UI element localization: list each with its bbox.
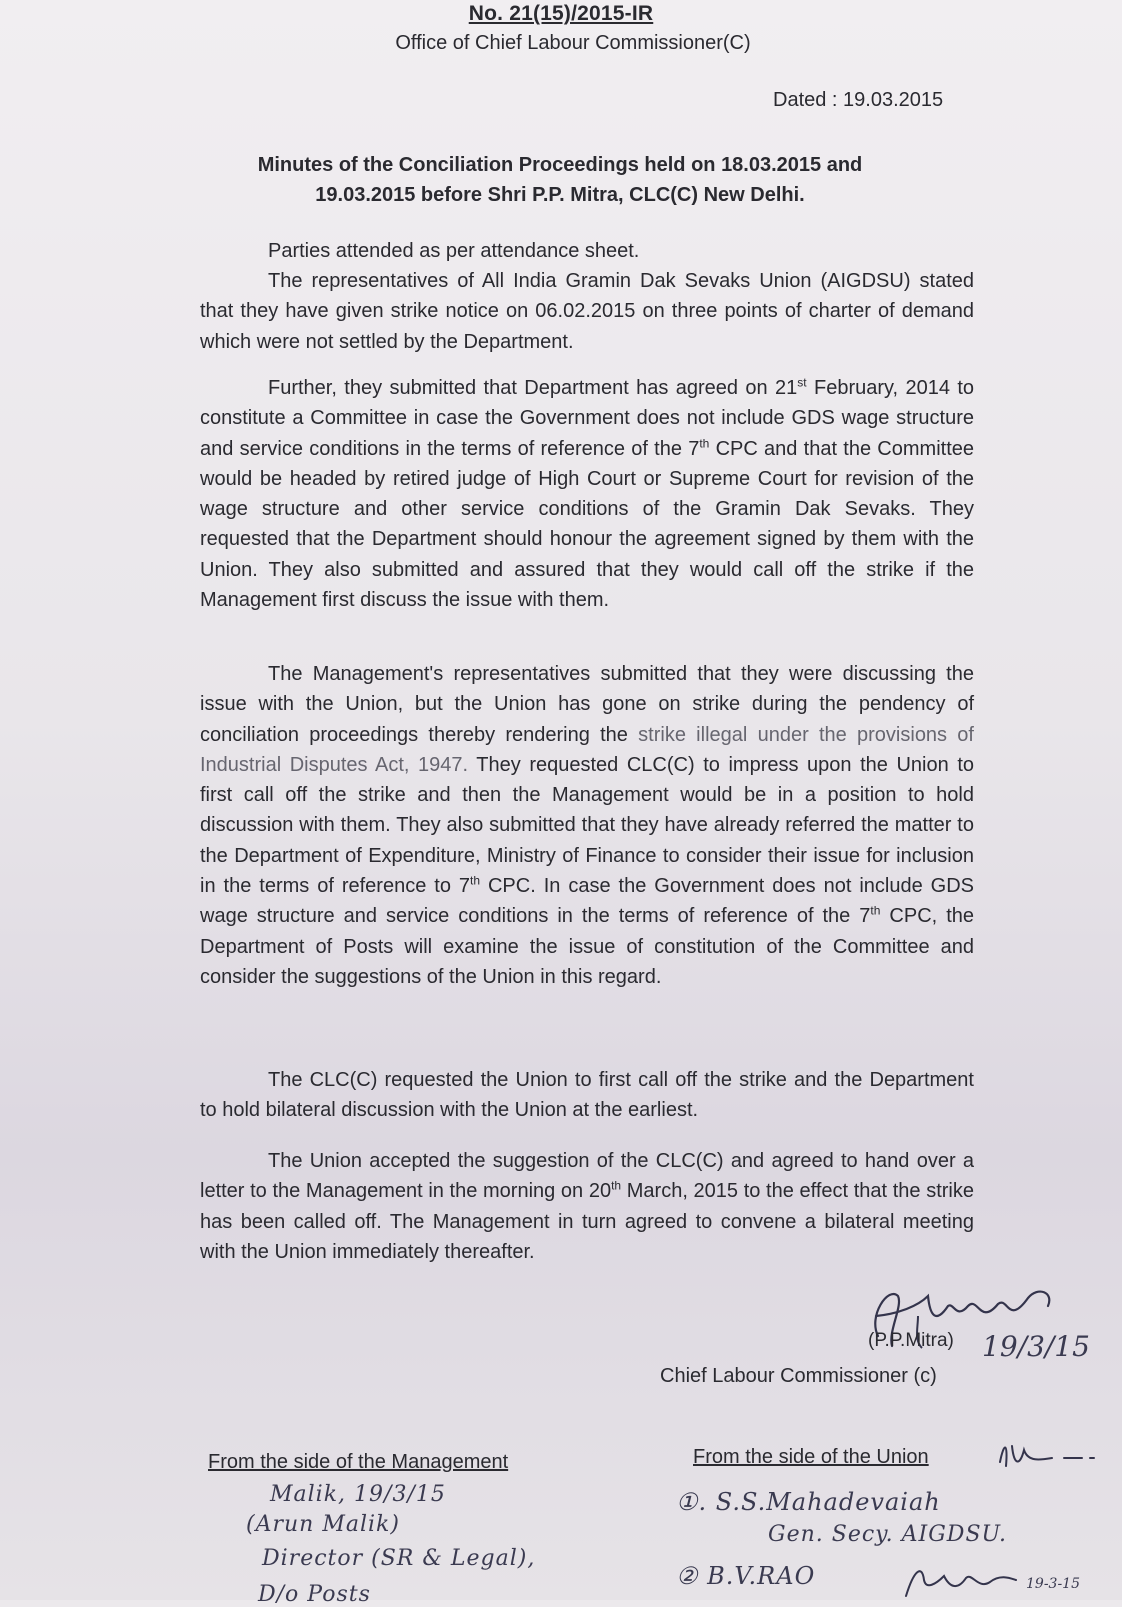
union-side-heading: From the side of the Union [693,1446,929,1468]
management-name: (Arun Malik) [246,1512,400,1537]
minutes-title [200,150,920,210]
union-representative-1-designation: Gen. Secy. AIGDSU. [768,1522,1008,1547]
union-representative-2-date: 19-3-15 [1026,1576,1080,1592]
title-line-1: Minutes of the Conciliation Proceedings held on 18.03.2015 and [257,154,863,176]
paragraph-3-sup-2: th [870,903,881,918]
paragraph-2-part-a: Further, they submitted that Department has agreed on 21 [268,377,798,399]
management-department: D/o Posts [258,1582,371,1607]
office-name: Office of Chief Labour Commissioner(C) [395,32,751,54]
paragraph-3-sup-1: th [470,873,481,888]
paragraph-4 [200,1065,974,1126]
document-number: No. 21(15)/2015-IR [468,2,654,25]
paragraph-5 [200,1146,974,1267]
paragraph-2 [200,373,974,615]
paragraph-3 [200,659,974,992]
paragraph-3-faded-line: strike illegal under the provisions of Industrial Disputes Act, 1947. [200,723,974,776]
paragraph-3-part-a: The Management's representatives submitted that they were discussing the issue with the Union, but the Union has gone on strike during the pendency of conciliation proceedings thereby rendering the [200,663,974,746]
paragraph-2-part-b: February, 2014 to constitute a Committee in case the Government does not include GDS wage structure and service conditions in the terms of reference of the 7 [200,377,974,460]
attendance-line: Parties attended as per attendance sheet. [268,240,640,262]
paragraph-1 [200,266,974,357]
paragraph-5-sup-1: th [611,1178,622,1193]
management-signature: Malik, 19/3/15 [270,1482,446,1507]
signatory-title: Chief Labour Commissioner (c) [660,1365,937,1387]
union-representative-1: ①. S.S.Mahadevaiah [676,1488,941,1516]
paragraph-5-part-b: March, 2015 to the effect that the strike has been called off. The Management in turn agreed to convene a bilateral meeting with the Union immediately thereafter. [200,1180,974,1263]
union-representative-2: ② B.V.RAO [676,1562,816,1590]
management-side-heading: From the side of the Management [208,1451,509,1473]
title-line-2: 19.03.2015 before Shri P.P. Mitra, CLC(C) New Delhi. [315,184,805,206]
management-designation: Director (SR & Legal), [262,1546,536,1571]
paragraph-2-sup-2: th [699,435,710,450]
union-heading-initials-image [994,1436,1104,1476]
paragraph-3-part-b: They requested CLC(C) to impress upon the Union to first call off the strike and then the Management would be in a position to hold discussion with them. They also submitted that they have already referred the matter to the Department of Expenditure, Ministry of Finance to consider their issue for inclusion in the terms of reference to 7 [200,753,974,898]
signatory-name: (P.P.Mitra) [868,1330,954,1351]
paragraph-3-part-c: CPC. In case the Government does not include GDS wage structure and service conditions in the terms of reference of the 7 [200,875,974,928]
paragraph-5-part-a: The Union accepted the suggestion of the CLC(C) and agreed to hand over a letter to the Management in the morning on 20 [200,1150,974,1203]
paragraph-2-sup-1: st [797,375,807,390]
document-date: Dated : 19.03.2015 [773,89,944,111]
paragraph-3-part-d: CPC, the Department of Posts will examine the issue of constitution of the Committee and consider the suggestions of the Union in this regard. [200,905,975,988]
paragraph-2-part-c: CPC and that the Committee would be headed by retired judge of High Court or Supreme Court for revision of the wage structure and other service conditions of the Gramin Dak Sevaks. They requested that the Department should honour the agreement signed by them with the Union. They also submitted and assured that they would call off the strike if the Management first discuss the issue with them. [200,437,974,612]
paragraph-4-text: The CLC(C) requested the Union to first call off the strike and the Department to hold bilateral discussion with the Union at the earliest. [200,1069,974,1122]
handwritten-sign-date: 19/3/15 [982,1330,1090,1363]
union-representative-2-signature-image [900,1560,1020,1600]
paragraph-1-text: The representatives of All India Gramin Dak Sevaks Union (AIGDSU) stated that they have given strike notice on 06.02.2015 on three points of charter of demand which were not settled by the Department. [200,270,974,353]
